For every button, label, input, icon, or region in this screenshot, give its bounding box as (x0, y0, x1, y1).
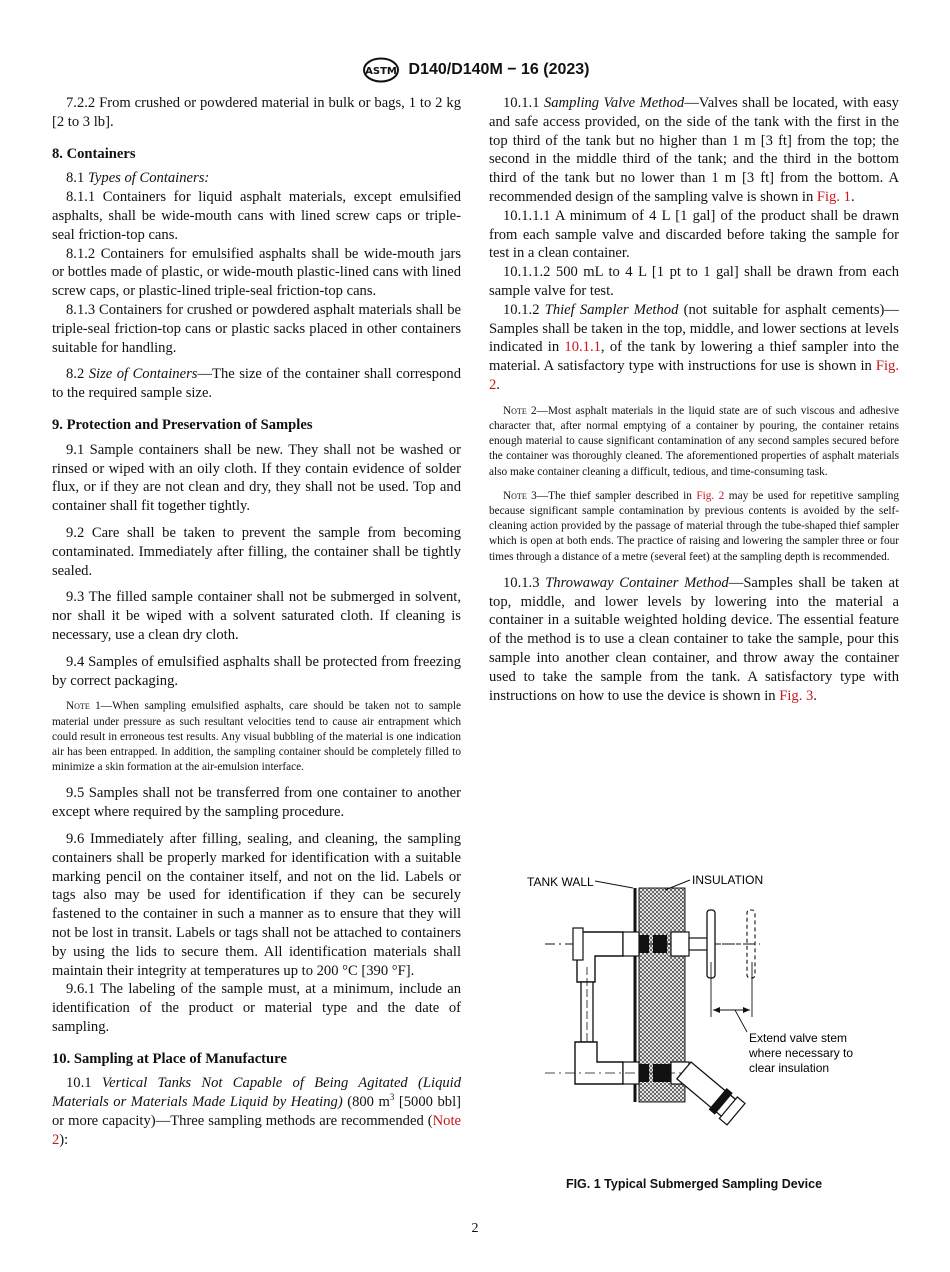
note-3: Note 3—The thief sampler described in Fig. 2 may be used for repetitive sampling because significant sample contamination by previous contents is avoided by the self-cleaning action provided by the passage of material through the tube-shaped thief sampler which is open at both ends. The practice of raising and lowering the sampler three or four times through a distance of a metre (several feet) at the sampling depth is recommended. (489, 489, 900, 563)
label-extend-valve-stem-2: where necessary to (749, 1046, 854, 1060)
page-header (0, 57, 950, 83)
paragraph-10-1-1-1: 10.1.1.1 A minimum of 4 L [1 gal] of the product shall be drawn from each sample valve and discarded before taking the sample for test in a clean container. (489, 207, 899, 262)
lower-elbow (575, 1042, 623, 1084)
link-fig-2[interactable]: Fig. 2 (489, 358, 899, 393)
paragraph-8-1-1: 8.1.1 Containers for liquid asphalt materials, except emulsified asphalts, shall be wide-mouth cans with lined screw caps or triple-seal friction-top cans. (52, 189, 461, 243)
section-heading-9: 9. Protection and Preservation of Samples (52, 416, 313, 433)
paragraph-8-1-2: 8.1.2 Containers for emulsified asphalts shall be wide-mouth jars or bottles made of plastic, or wide-mouth plastic-lined cans with lined screw caps, or plastic-lined triple-seal friction-top cans. (52, 245, 461, 300)
paragraph-10-1: 10.1 Vertical Tanks Not Capable of Being Agitated (Liquid Materials or Materials Made Liquid by Heating) (800 $m^3$ [5000 bbl] or more capacity)—Three sampling methods are recommended (Note 2): (52, 1075, 462, 1148)
svg-text:ASTM: ASTM (364, 66, 397, 77)
paragraph-7-2-2: 7.2.2 From crushed or powdered material in bulk or bags, 1 to 2 kg [2 to 3 lb]. (52, 95, 461, 130)
paragraph-9-5: 9.5 Samples shall not be transferred from one container to another except where required by the sampling procedure. (52, 785, 461, 821)
paragraph-9-1: 9.1 Sample containers shall be new. They shall not be washed or rinsed or wiped with an oily cloth. If they contain evidence of solder flux, or if they are not clean and dry, they shall not be used. Top and container shall fit together tightly. (52, 441, 461, 515)
paragraph-9-2: 9.2 Care shall be taken to prevent the sample from becoming contaminated. Immediately after filling, the container shall be tightly sealed. (52, 524, 461, 579)
note-2: Note 2—Most asphalt materials in the liquid state are of such viscous and adhesive character that, after normal emptying of a container by pouring, the container retains enough material to cause significant contamination of any second samples secured before the container was thoroughly cleaned. The aforementioned properties of asphalt materials also make container cleaning a difficult, tedious, and time-consuming task. (489, 404, 899, 478)
paragraph-8-1-3: 8.1.3 Containers for crushed or powdered asphalt materials shall be triple-seal friction-top cans or plastic sacks placed in other containers suitable for handling. (52, 301, 461, 356)
link-note-2[interactable]: Note 2 (52, 1113, 461, 1148)
astm-logo-icon (361, 57, 401, 83)
link-fig-1[interactable]: Fig. 1 (816, 188, 851, 205)
paragraph-9-3: 9.3 The filled sample container shall not be submerged in solvent, nor shall it be wiped with a solvent saturated cloth. If cleaning is necessary, use a clean dry cloth. (52, 589, 461, 643)
link-section-10-1-1[interactable]: 10.1.1 (564, 339, 601, 356)
link-fig-3[interactable]: Fig. 3 (779, 687, 814, 704)
right-column (489, 94, 899, 705)
page-number: 2 (471, 1221, 479, 1236)
section-heading-8: 8. Containers (52, 145, 136, 162)
label-extend-valve-stem-1: Extend valve stem (749, 1031, 848, 1045)
left-column (52, 94, 461, 1150)
paragraph-10-1-1-2: 10.1.1.2 500 mL to 4 L [1 pt to 1 gal] shall be drawn from each sample valve for test. (489, 264, 899, 299)
paragraph-9-6: 9.6 Immediately after filling, sealing, and cleaning, the sampling containers shall be properly marked for identification with a suitable marking pencil on the container itself, and not on the lid. Labels or tags also may be used for identification if they can be securely fastened to the container in such a manner as to ensure that they will not be lost in transit. Labels or tags shall not be attached to containers by using the lids to secure them. All identification materials shall maintain their integrity at temperatures up to 200 °C [390 °F]. (52, 830, 461, 979)
document-designation: D140/D140M − 16 (2023) (408, 61, 590, 78)
note-1: Note 1—When sampling emulsified asphalts, care should be taken not to sample material under pressure as such resultant velocities tend to cause air entrapment which could result in erroneous test results. Any visual bubbling of the material is one indication air has been entrapped. In addition, the sampling container should be completely filled to minimize a skin formation at the air-emulsion interface. (52, 700, 461, 774)
label-extend-valve-stem-3: clear insulation (749, 1061, 830, 1075)
figure-caption: FIG. 1 Typical Submerged Sampling Device (565, 1177, 823, 1191)
paragraph-10-1-1: 10.1.1 Sampling Valve Method—Valves shall be located, with easy and safe access provided, on the side of the tank with the first in the top third of the tank but no higher than 1 m [3 ft] from the top; the second in the middle third of the tank; and the third in the bottom third of the tank but no lower than 1 m [3 ft] from the bottom. A recommended design of the sampling valve is shown in Fig. 1. (489, 95, 899, 205)
label-tank-wall: TANK WALL (527, 875, 594, 889)
upper-elbow (577, 932, 623, 982)
figure-1-sampling-device (515, 862, 854, 1102)
link-fig-2-note[interactable]: Fig. 2 (696, 489, 725, 502)
label-insulation: INSULATION (692, 873, 764, 887)
section-heading-10: 10. Sampling at Place of Manufacture (52, 1050, 287, 1067)
paragraph-9-6-1: 9.6.1 The labeling of the sample must, at a minimum, include an identification of the product or material type and the date of sampling. (52, 981, 461, 1035)
paragraph-9-4: 9.4 Samples of emulsified asphalts shall be protected from freezing by correct packaging. (52, 653, 461, 689)
paragraph-8-1: 8.1 Types of Containers: (66, 170, 210, 187)
paragraph-10-1-2: 10.1.2 Thief Sampler Method (not suitable for asphalt cements)—Samples shall be taken in the top, middle, and lower sections at levels indicated in 10.1.1, of the tank by lowering a thief sampler into the material. A satisfactory type with instructions for use is shown in Fig. 2. (489, 301, 899, 393)
paragraph-8-2: 8.2 Size of Containers—The size of the container shall correspond to the required sample size. (52, 366, 461, 402)
paragraph-10-1-3: 10.1.3 Throwaway Container Method—Samples shall be taken at top, middle, and lower levels by lowering into the material a container in a suitable weighted holding device. The essential feature of the method is to use a clean container to take the sample, pour this sample into another clean container, and throw away the container used to take the sample from the tank. A satisfactory type with instructions on how to use the device is shown in Fig. 3. (489, 574, 899, 704)
